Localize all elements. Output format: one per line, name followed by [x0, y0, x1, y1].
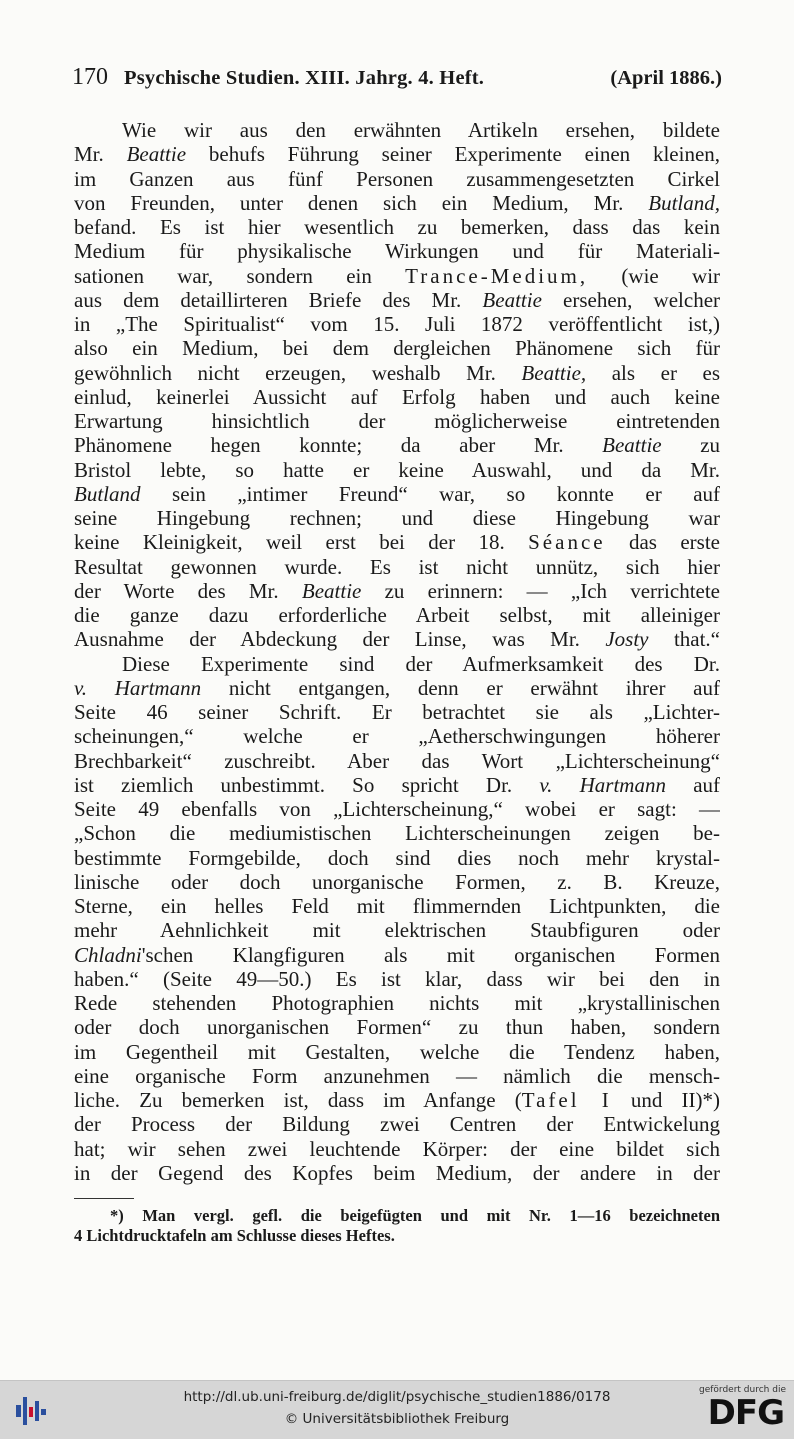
text-line: bestimmte Formgebilde, doch sind dies noch mehr krystal- [74, 845, 720, 870]
text-line: aus dem detaillirteren Briefe des Mr. Beattie ersehen, welcher [74, 287, 720, 312]
text-line: Mr. Beattie behufs Führung seiner Experimente einen kleinen, [74, 142, 720, 167]
text-line: also ein Medium, bei dem dergleichen Phänomene sich für [74, 336, 720, 361]
text-line: „Schon die mediumistischen Lichterscheinungen zeigen be- [74, 821, 720, 846]
text-line: einlud, keinerlei Aussicht auf Erfolg haben und auch keine [74, 384, 720, 409]
text-line: Medium für physikalische Wirkungen und für Materiali- [74, 239, 720, 264]
text-line: ist ziemlich unbestimmt. So spricht Dr. v. Hartmann auf [74, 772, 720, 797]
copyright-notice: © Universitätsbibliothek Freiburg [284, 1411, 510, 1427]
text-line: Diese Experimente sind der Aufmerksamkeit des Dr. [122, 651, 720, 676]
text-line: scheinungen,“ welche er „Aetherschwingungen höherer [74, 724, 720, 749]
text-line: in „The Spiritualist“ vom 15. Juli 1872 veröffentlicht ist,) [74, 312, 720, 336]
text-line: Chladni'schen Klangfiguren als mit organischen Formen [74, 942, 720, 967]
issue-date: (April 1886.) [610, 67, 722, 89]
text-line: oder doch unorganischen Formen“ zu thun haben, sondern [74, 1015, 720, 1040]
running-header [72, 64, 722, 96]
text-line: Resultat gewonnen wurde. Es ist nicht unnütz, sich hier [74, 554, 720, 579]
source-url[interactable]: http://dl.ub.uni-freiburg.de/diglit/psychische_studien1886/0178 [183, 1389, 611, 1405]
text-line: Erwartung hinsichtlich der möglicherweise eintretenden [74, 409, 720, 433]
text-line: im Gegentheil mit Gestalten, welche die Tendenz haben, [74, 1039, 720, 1064]
footnote [74, 1206, 720, 1246]
running-title: Psychische Studien. XIII. Jahrg. 4. Heft. [124, 67, 485, 89]
text-line: Seite 49 ebenfalls von „Lichterscheinung,“ wobei er sagt: — [74, 797, 720, 821]
footnote-line: 4 Lichtdrucktafeln am Schlusse dieses Heftes. [74, 1226, 395, 1245]
text-line: haben.“ (Seite 49—50.) Es ist klar, dass wir bei den in [74, 966, 720, 991]
text-line: hat; wir sehen zwei leuchtende Körper: der eine bildet sich [74, 1136, 720, 1161]
text-line: Seite 46 seiner Schrift. Er betrachtet sie als „Lichter- [74, 700, 720, 724]
text-line: der Process der Bildung zwei Centren der Entwickelung [74, 1112, 720, 1137]
text-line: seine Hingebung rechnen; und diese Hingebung war [74, 506, 720, 530]
text-line: eine organische Form anzunehmen — nämlich die mensch- [74, 1063, 720, 1088]
text-line: mehr Aehnlichkeit mit elektrischen Staubfiguren oder [74, 918, 720, 943]
text-line: Rede stehenden Photographien nichts mit „krystallinischen [74, 991, 720, 1015]
text-line: keine Kleinigkeit, weil erst bei der 18. Séance das erste [74, 530, 720, 555]
viewer-footer [0, 1380, 794, 1439]
text-line: linische oder doch unorganische Formen, z. B. Kreuze, [74, 869, 720, 894]
text-line: Brechbarkeit“ zuschreibt. Aber das Wort „Lichterscheinung“ [74, 748, 720, 773]
text-line: Bristol lebte, so hatte er keine Auswahl, und da Mr. [74, 457, 720, 482]
text-line: die ganze dazu erforderliche Arbeit selbst, mit alleiniger [74, 603, 720, 627]
text-line: befand. Es ist hier wesentlich zu bemerken, dass das kein [74, 215, 720, 239]
text-line: liche. Zu bemerken ist, dass im Anfange (Tafel I und II)*) [74, 1088, 720, 1112]
text-line: Butland sein „intimer Freund“ war, so konnte er auf [74, 481, 720, 506]
text-line: Phänomene hegen konnte; da aber Mr. Beattie zu [74, 433, 720, 458]
funding-note: gefördert durch die [699, 1385, 786, 1395]
text-line: Sterne, ein helles Feld mit flimmernden Lichtpunkten, die [74, 894, 720, 918]
text-line: im Ganzen aus fünf Personen zusammengesetzten Cirkel [74, 166, 720, 191]
text-line: der Worte des Mr. Beattie zu erinnern: — „Ich verrichtete [74, 578, 720, 603]
page-number: 170 [72, 64, 108, 90]
text-line: in der Gegend des Kopfes beim Medium, der andere in der [74, 1160, 720, 1185]
text-line: sationen war, sondern ein Trance-Medium, (wie wir [74, 263, 720, 288]
text-line: v. Hartmann nicht entgangen, denn er erwähnt ihrer auf [74, 675, 720, 700]
body-text [74, 118, 720, 1185]
dfg-logo: DFG [707, 1393, 784, 1433]
text-line: gewöhnlich nicht erzeugen, weshalb Mr. Beattie, als er es [74, 360, 720, 385]
footnote-rule [74, 1198, 134, 1199]
text-line: Wie wir aus den erwähnten Artikeln ersehen, bildete [122, 118, 720, 142]
footnote-line: *) Man vergl. gefl. die beigefügten und mit Nr. 1—16 bezeichneten [110, 1206, 720, 1225]
text-line: von Freunden, unter denen sich ein Medium, Mr. Butland, [74, 190, 720, 215]
text-line: Ausnahme der Abdeckung der Linse, was Mr. Josty that.“ [74, 627, 720, 652]
